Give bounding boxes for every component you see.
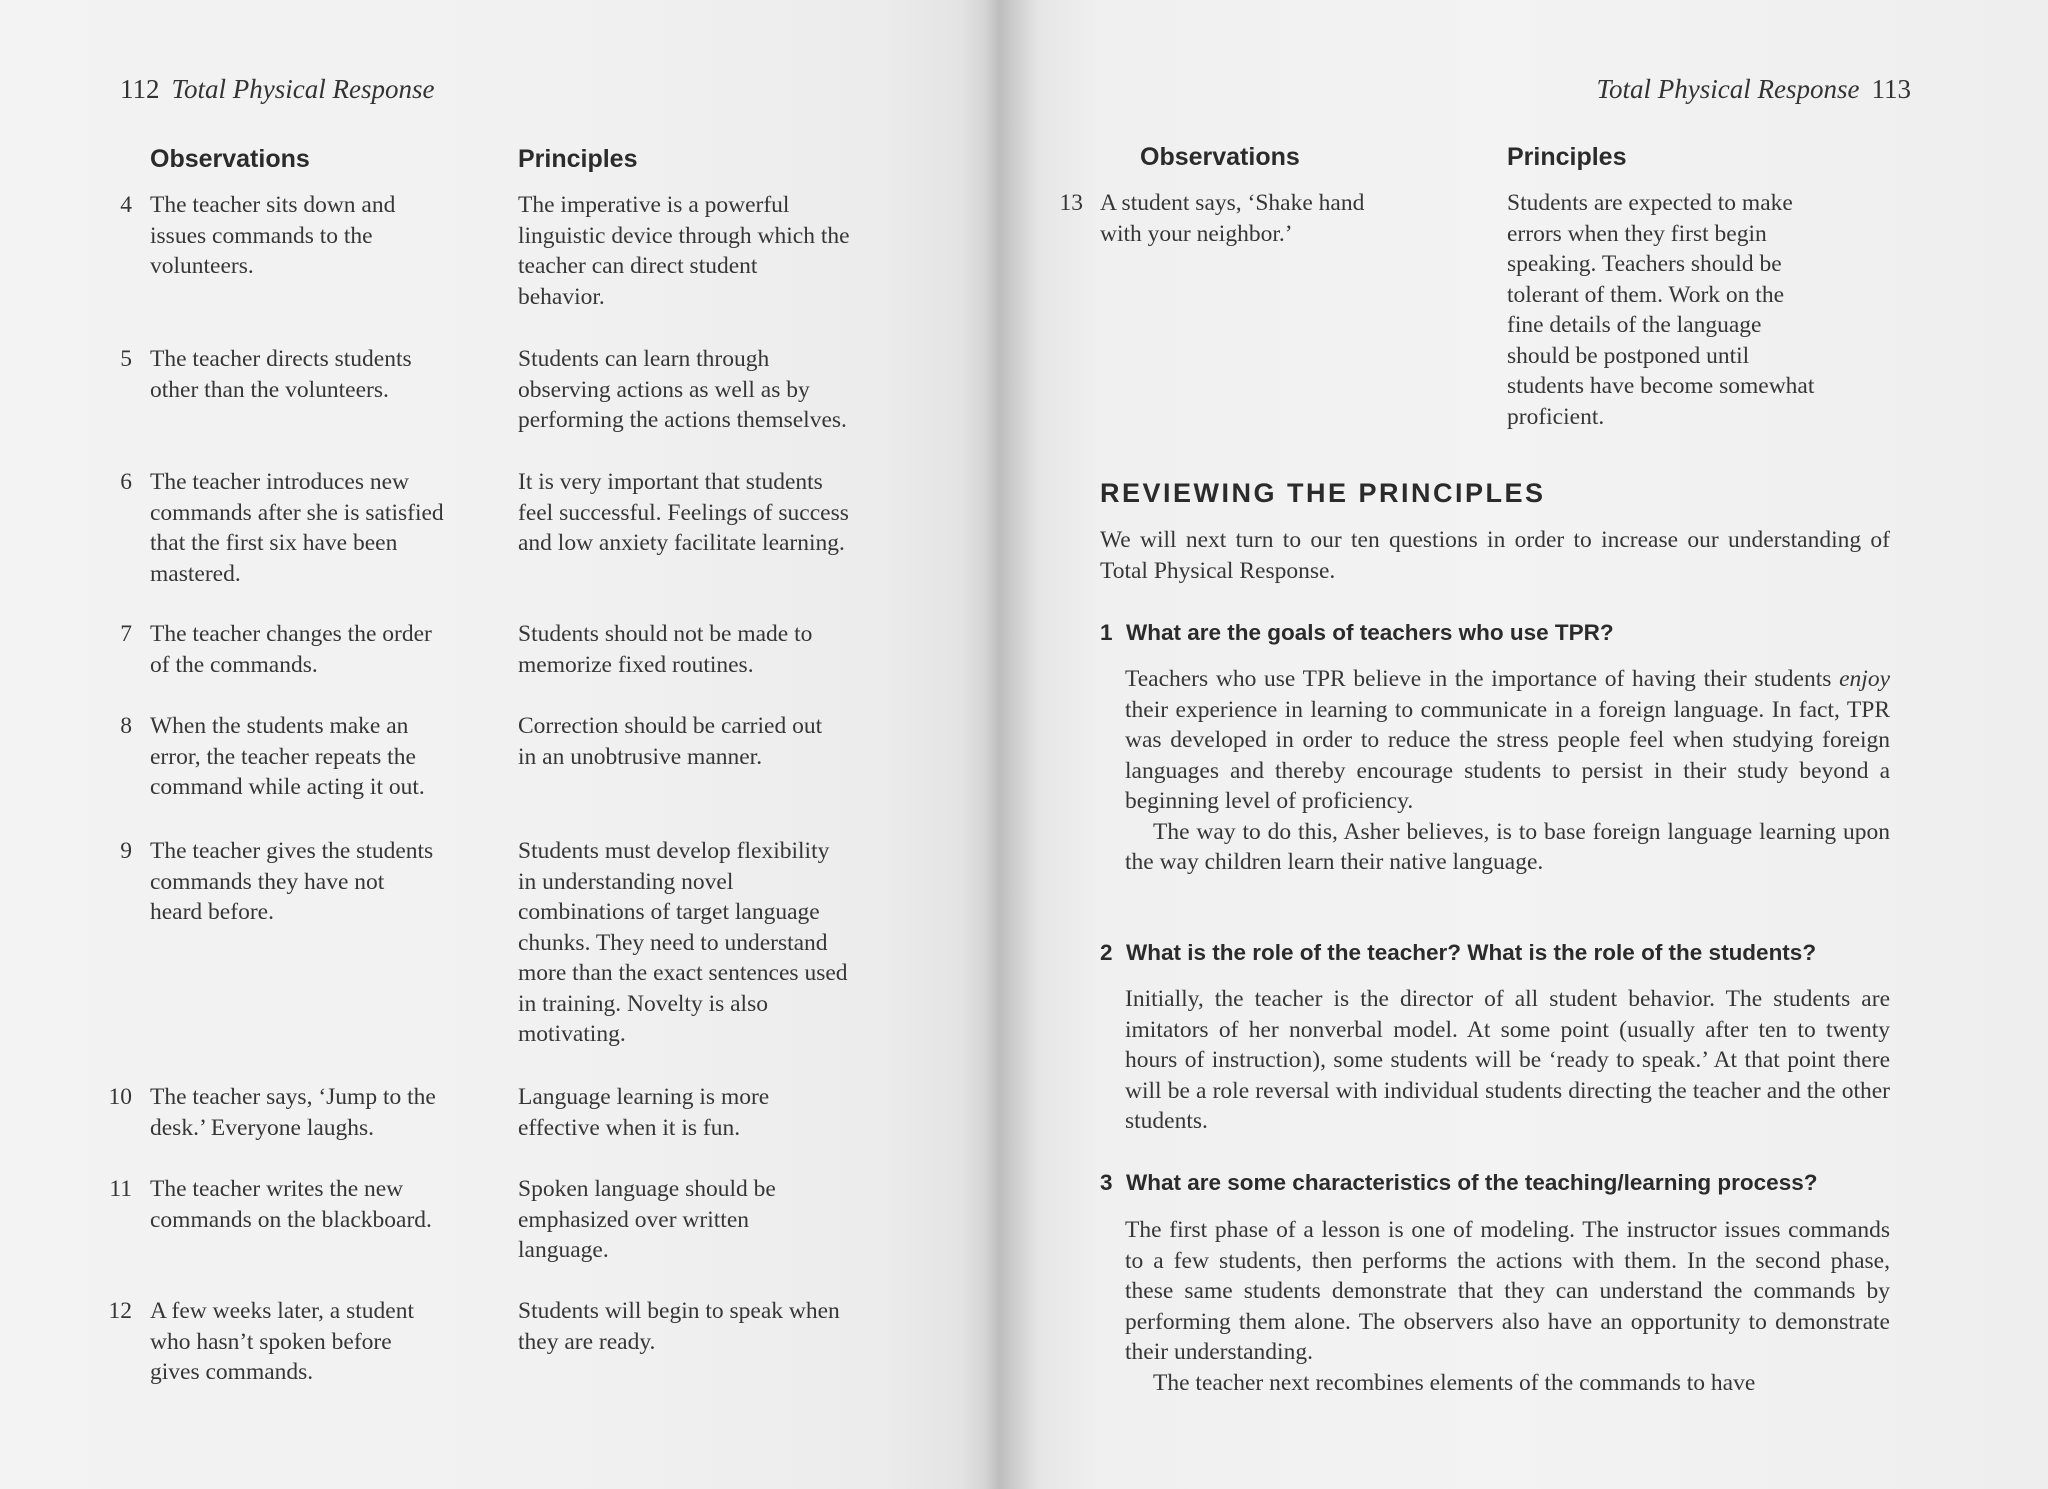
observation-line: volunteers. [150,253,254,279]
principle-line: emphasized over written [518,1206,749,1233]
observation-text [150,1174,490,1235]
principle-line: motivating. [518,1021,626,1047]
question-3 [1100,1170,1900,1196]
running-title: Total Physical Response [171,74,435,104]
observation-line: mastered. [150,560,241,587]
observation-text [150,467,490,589]
principle-text [518,1174,908,1266]
answer-text: their experience in learning to communicate in a foreign language. In fact, TPR was developed in order to reduce the stress people feel when studying foreign languages and thereby encourage students to persist in their study beyond a beginning level of proficiency. [1125,696,1890,814]
question-text: What are the goals of teachers who use TPR? [1126,620,1614,645]
principle-line: Students should not be made to [518,621,813,647]
observation-line: The teacher writes the new [150,1176,404,1202]
principle-line: Students must develop flexibility [518,838,830,864]
left-page [0,0,995,1489]
principle-text [1507,188,1887,432]
answer-2 [1125,984,1890,1137]
principle-line: Students will begin to speak when [518,1298,840,1324]
row-number: 4 [120,192,132,218]
observation-text [150,190,490,282]
observation-text [150,836,490,928]
observation-line: When the students make an [150,713,409,739]
principle-line: performing the actions themselves. [518,407,847,433]
observation-line: who hasn’t spoken before [150,1328,392,1355]
principle-line: and low anxiety facilitate learning. [518,530,845,556]
observation-text [150,711,490,803]
answer-paragraph: Initially, the teacher is the director of all student behavior. The students are imitators of her nonverbal model. At some point (usually after ten to twenty hours of instruction), some students will be ‘ready to speak.’ At that point there will be a role reversal with individual students directing the teacher and the other students. [1125,986,1890,1134]
principle-line: in an unobtrusive manner. [518,743,763,770]
observation-text [150,344,490,405]
intro-paragraph: We will next turn to our ten questions in order to increase our understanding of Total Physical Response. [1100,527,1890,584]
principle-line: fine details of the language [1507,312,1762,338]
principle-line: combinations of target language [518,899,820,925]
observation-line: The teacher directs students [150,346,412,372]
observation-line: A student says, ‘Shake hand [1100,190,1365,216]
answer-paragraph: The way to do this, Asher believes, is to base foreign language learning upon the way children learn their native language. [1125,818,1890,875]
answer-paragraph: The teacher next recombines elements of the commands to have [1153,1369,1756,1396]
question-text: What is the role of the teacher? What is the role of the students? [1126,940,1817,965]
observation-line: heard before. [150,899,274,925]
question-text: What are some characteristics of the teaching/learning process? [1126,1170,1818,1195]
principle-line: effective when it is fun. [518,1114,741,1141]
observation-line: The teacher says, ‘Jump to the [150,1084,436,1110]
principle-line: feel successful. Feelings of success [518,499,849,526]
principle-line: proficient. [1507,403,1605,430]
row-number: 9 [120,838,132,864]
principle-text [518,190,908,312]
principle-line: students have become somewhat [1507,373,1815,399]
principle-text [518,619,908,680]
observation-line: The teacher introduces new [150,469,410,495]
principle-text [518,467,908,559]
observation-line: The teacher changes the order [150,621,432,647]
principle-line: The imperative is a powerful [518,192,790,218]
observation-text [150,1082,490,1143]
principle-line: Students are expected to make [1507,190,1793,216]
principle-line: Students can learn through [518,346,770,372]
answer-3 [1125,1215,1890,1398]
principle-line: errors when they first begin [1507,220,1767,247]
observation-line: command while acting it out. [150,774,425,800]
principle-line: Correction should be carried out [518,713,823,739]
principle-line: linguistic device through which the [518,222,850,249]
observation-text [150,619,490,680]
observation-line: The teacher sits down and [150,192,396,218]
page-number: 112 [120,74,160,104]
observation-line: that the first six have been [150,530,398,556]
principle-line: they are ready. [518,1328,656,1355]
observation-text [1100,188,1440,249]
observation-line: error, the teacher repeats the [150,743,416,770]
row-number: 8 [120,713,132,739]
principle-line: observing actions as well as by [518,376,810,403]
principles-heading: Principles [1507,143,1627,171]
row-number: 6 [120,469,132,495]
principle-line: in training. Novelty is also [518,990,768,1017]
principle-line: should be postponed until [1507,342,1750,369]
row-number: 7 [120,621,132,647]
principle-text [518,1296,908,1357]
principle-line: in understanding novel [518,868,734,895]
observations-heading: Observations [1140,143,1300,171]
observation-line: The teacher gives the students [150,838,434,864]
right-page [1005,0,2048,1489]
principle-line: language. [518,1237,609,1263]
row-number: 10 [108,1084,132,1110]
observation-line: of the commands. [150,651,318,678]
answer-text: Teachers who use TPR believe in the importance of having their students [1125,666,1840,692]
principle-text [518,836,908,1050]
question-1 [1100,620,1900,646]
observation-line: other than the volunteers. [150,376,389,403]
answer-paragraph: The first phase of a lesson is one of modeling. The instructor issues commands to a few students, then performs the actions with them. In the second phase, these same students demonstrate that they can understand the commands by performing them alone. The observers also have an opportunity to demonstrate their understanding. [1125,1217,1890,1365]
principle-text [518,1082,908,1143]
principle-line: teacher can direct student [518,253,758,279]
principle-text [518,711,908,772]
observation-line: issues commands to the [150,222,373,249]
running-title: Total Physical Response [1596,74,1860,104]
observation-line: with your neighbor.’ [1100,220,1293,247]
row-number: 13 [1059,190,1083,216]
principle-line: speaking. Teachers should be [1507,251,1782,277]
observation-line: desk.’ Everyone laughs. [150,1114,375,1141]
principle-line: Spoken language should be [518,1176,776,1202]
principle-line: memorize fixed routines. [518,651,754,678]
row-number: 12 [108,1298,132,1324]
section-title: REVIEWING THE PRINCIPLES [1100,478,1546,508]
question-number: 1 [1100,620,1113,645]
row-number: 5 [120,346,132,372]
question-2 [1100,940,1900,966]
observation-line: A few weeks later, a student [150,1298,414,1324]
principle-line: chunks. They need to understand [518,929,828,956]
principles-heading: Principles [518,145,638,173]
observation-text [150,1296,490,1388]
observation-line: commands after she is satisfied [150,499,444,526]
observation-line: commands they have not [150,868,385,895]
answer-1 [1125,664,1890,878]
principle-line: more than the exact sentences used [518,960,848,986]
principle-line: behavior. [518,283,605,310]
principle-line: Language learning is more [518,1084,770,1110]
observations-heading: Observations [150,145,310,173]
principle-line: It is very important that students [518,469,823,495]
running-head-left [108,74,435,105]
principle-line: tolerant of them. Work on the [1507,281,1784,308]
question-number: 3 [1100,1170,1113,1195]
running-head-right [1597,74,1924,105]
answer-paragraph [1125,664,1890,817]
question-number: 2 [1100,940,1113,965]
observation-line: commands on the blackboard. [150,1206,432,1233]
principle-text [518,344,908,436]
emphasis-text: enjoy [1839,666,1890,692]
observation-line: gives commands. [150,1359,314,1385]
row-number: 11 [109,1176,132,1202]
page-number: 113 [1871,74,1911,104]
